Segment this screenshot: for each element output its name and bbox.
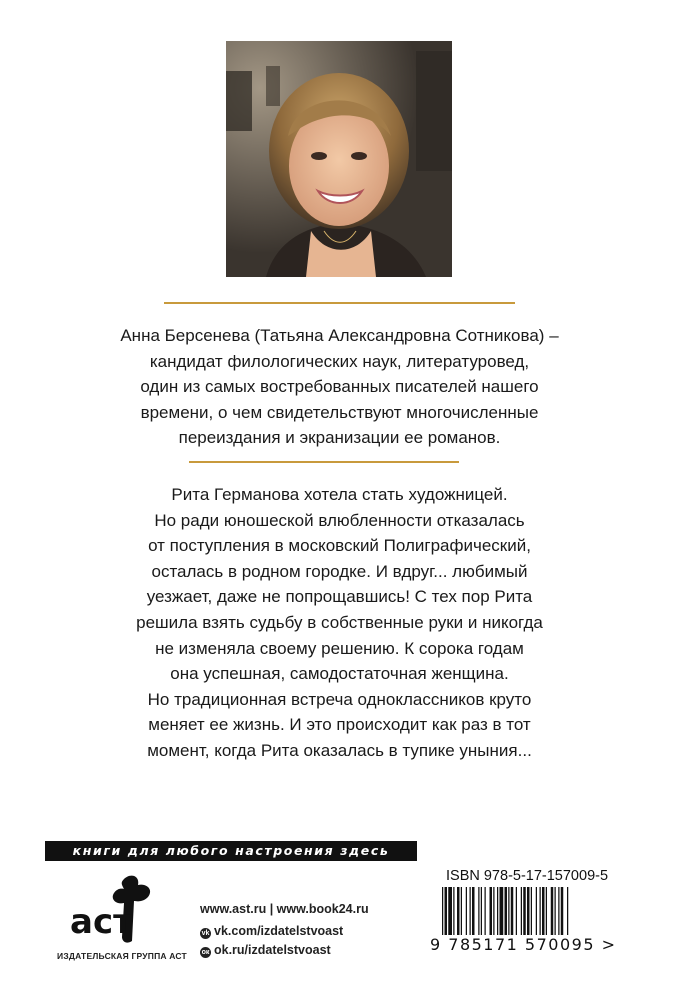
vk-url: vk.com/izdatelstvoast	[214, 924, 344, 938]
barcode-bar	[453, 887, 454, 937]
barcode-bar	[500, 887, 504, 937]
barcode-bar	[546, 887, 547, 937]
barcode-bar	[472, 887, 475, 937]
barcode-bar	[478, 887, 479, 937]
isbn-label: ISBN 978-5-17-157009-5	[446, 868, 609, 884]
ast-logo-letters: аст	[70, 902, 133, 942]
ok-link[interactable]	[200, 943, 331, 958]
barcode-bar	[493, 887, 494, 937]
barcode-bar	[490, 887, 493, 937]
blurb-line: решила взять судьбу в собственные руки и никогда	[136, 612, 543, 632]
blurb-line: Рита Германова хотела стать художницей.	[171, 485, 508, 504]
blurb-line: не изменяла своему решению. К сорока годам	[155, 638, 524, 658]
barcode-bar	[561, 887, 564, 937]
blurb-line: уезжает, даже не попрощавшись! С тех пор Рита	[146, 587, 533, 607]
blurb-line: меняет ее жизнь. И это происходит как раз в тот	[148, 715, 531, 735]
barcode-bar	[551, 887, 554, 937]
blurb-line: осталась в родном городке. И вдруг... любимый	[151, 561, 528, 581]
ok-icon: ок	[201, 949, 210, 956]
middle-divider	[189, 461, 459, 463]
barcode-bar	[521, 887, 522, 937]
barcode-bar	[516, 887, 517, 937]
vk-link[interactable]	[200, 924, 343, 939]
book-blurb	[60, 482, 619, 764]
blurb-line: она успешная, самодостаточная женщина.	[170, 664, 509, 684]
blurb-line: Но традиционная встреча одноклассников круто	[147, 689, 532, 709]
bio-line: Анна Берсенева (Татьяна Александровна Сотникова) –	[120, 326, 559, 345]
author-bio	[60, 323, 619, 451]
barcode-bar	[466, 887, 467, 937]
bio-line: один из самых востребованных писателей нашего	[140, 377, 539, 396]
author-photo	[226, 41, 452, 277]
blurb-line: момент, когда Рита оказалась в тупике уныния...	[147, 740, 532, 760]
barcode-bar	[485, 887, 486, 937]
ok-url: ok.ru/izdatelstvoast	[214, 943, 331, 957]
barcode-bar	[531, 887, 532, 937]
publisher-imprint: ИЗДАТЕЛЬСКАЯ ГРУППА АСТ	[57, 951, 187, 961]
barcode-bar	[555, 887, 556, 937]
series-tagline: книги для любого настроения здесь	[45, 841, 417, 861]
barcode-bar	[448, 887, 452, 937]
barcode-bar	[457, 887, 460, 937]
barcode-bar	[511, 887, 514, 937]
barcode-bar	[497, 887, 498, 937]
blurb-line: от поступления в московский Полиграфический,	[148, 536, 531, 556]
bio-line: времени, о чем свидетельствуют многочисленные	[140, 402, 539, 422]
ast-logo	[68, 871, 168, 951]
barcode-bar	[470, 887, 471, 937]
barcode-bar	[540, 887, 541, 937]
blurb-line: Но ради юношеской влюбленности отказалась	[154, 510, 525, 530]
barcode-bar	[523, 887, 526, 937]
barcode-bar	[536, 887, 537, 937]
bio-line: кандидат филологических наук, литературовед,	[149, 351, 530, 371]
barcode-digits: 9 785171 570095 >	[428, 935, 640, 954]
vk-icon: vk	[201, 930, 210, 937]
websites-link[interactable]: www.ast.ru | www.book24.ru	[200, 902, 369, 916]
barcode-bar	[461, 887, 462, 937]
top-divider	[164, 302, 515, 304]
ast-logo-mark	[68, 871, 168, 951]
barcode-bar	[527, 887, 530, 937]
barcode-bar	[542, 887, 545, 937]
barcode-bar	[558, 887, 559, 937]
barcode-bar	[481, 887, 482, 937]
bio-line: переиздания и экранизации ее романов.	[178, 428, 501, 447]
author-portrait-illustration	[226, 41, 452, 277]
